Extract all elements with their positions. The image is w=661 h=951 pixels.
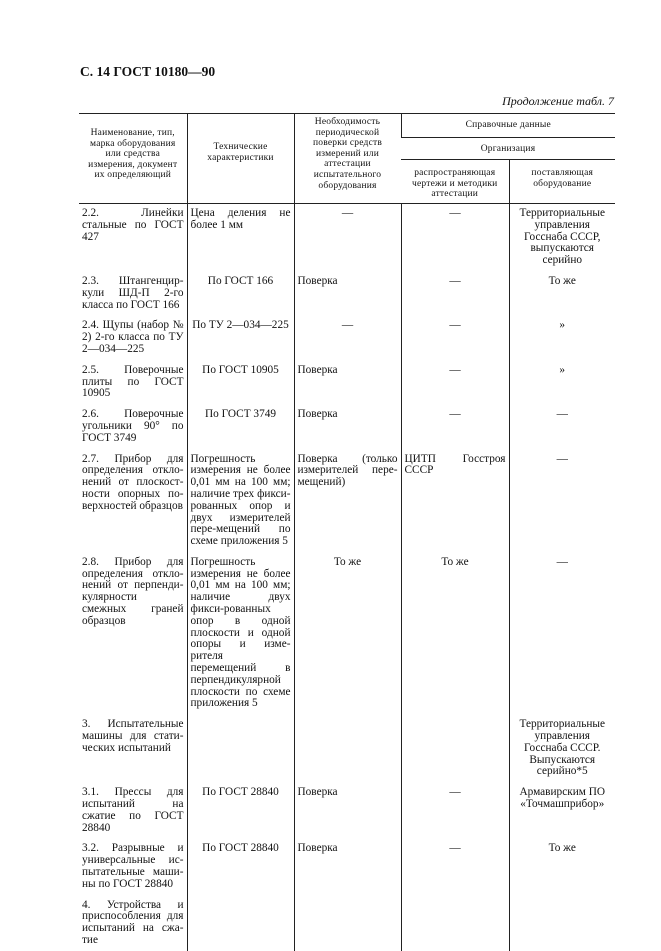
cell-supplier: » — [509, 320, 615, 364]
cell-verify — [294, 900, 401, 951]
cell-supplier — [509, 900, 615, 951]
cell-verify: Поверка — [294, 365, 401, 409]
header-technical-characteristics: Технические характеристики — [187, 114, 294, 204]
cell-tech: По ТУ 2—034—225 — [187, 320, 294, 364]
cell-verify: Поверка — [294, 409, 401, 453]
page-title: С. 14 ГОСТ 10180—90 — [80, 64, 216, 79]
cell-supplier: Армавирским ПО «Точмашприбор» — [509, 787, 615, 843]
cell-verify: — — [294, 320, 401, 364]
header-organization: Организация — [401, 137, 615, 160]
cell-verify: Поверка — [294, 787, 401, 843]
cell-name: 2.4. Щупы (набор № 2) 2-го класса по ТУ 2—034—225 — [82, 319, 184, 355]
cell-verify — [294, 719, 401, 787]
cell-verify: — — [294, 203, 401, 275]
table-row — [79, 320, 615, 364]
table-row — [79, 454, 615, 557]
table-continuation-label: Продолжение табл. 7 — [502, 94, 614, 108]
cell-distributor: То же — [401, 557, 509, 719]
cell-distributor — [401, 719, 509, 787]
table-row — [79, 843, 615, 899]
cell-name: 4. Устройства и приспособления для испытаний на сжа-тие — [82, 898, 184, 946]
equipment-table — [79, 113, 615, 951]
cell-name: 2.6. Поверочные угольники 90° по ГОСТ 3749 — [82, 408, 184, 444]
cell-name: 3. Испытательные машины для стати-ческих испытаний — [82, 718, 184, 754]
cell-name: 3.2. Разрывные и универсальные ис-пытательные маши-ны по ГОСТ 28840 — [82, 842, 184, 890]
cell-tech: По ГОСТ 166 — [187, 276, 294, 320]
cell-supplier: Территориальные управления Госснаба СССР, выпускаются серийно — [509, 203, 615, 275]
table-row — [79, 276, 615, 320]
table-row — [79, 900, 615, 951]
cell-supplier: — — [509, 557, 615, 719]
table-row — [79, 787, 615, 843]
header-distributor: распространяющая чертежи и методики аттестации — [401, 160, 509, 204]
cell-distributor: — — [401, 320, 509, 364]
cell-name: 2.3. Штангенцир-кули ШД-П 2-го класса по ГОСТ 166 — [82, 274, 184, 311]
cell-tech: Цена деления не более 1 мм — [187, 203, 294, 275]
cell-tech: Погрешность измерения не более 0,01 мм на 100 мм; наличие трех фикси-рованных опор и двух измерителей пере-мещений по схеме приложения 5 — [187, 454, 294, 557]
cell-tech: Погрешность измерения не более 0,01 мм на 100 мм; наличие двух фикси-рованных опор в одной плоскости и одной опоры и изме-рителя перемещений в перпендикулярной плоскости по схеме приложения 5 — [187, 557, 294, 719]
cell-supplier: Территориальные управления Госснаба СССР. Выпускаются серийно*5 — [509, 719, 615, 787]
table-body — [79, 203, 615, 950]
cell-name: 2.7. Прибор для определения откло-нений от плоскост-ности опорных по-верхностей образцов — [82, 452, 184, 512]
cell-supplier: » — [509, 365, 615, 409]
cell-distributor: — — [401, 203, 509, 275]
cell-tech: По ГОСТ 10905 — [187, 365, 294, 409]
table-header — [79, 114, 615, 204]
table-row — [79, 365, 615, 409]
cell-supplier: — — [509, 409, 615, 453]
header-reference-data: Справочные данные — [401, 114, 615, 138]
table-row — [79, 409, 615, 453]
header-supplier: поставляющая оборудование — [509, 160, 615, 204]
cell-verify: То же — [294, 557, 401, 719]
cell-verify: Поверка (только измерителей пере-мещений) — [294, 454, 401, 557]
table-row — [79, 719, 615, 787]
cell-distributor — [401, 900, 509, 951]
cell-distributor: — — [401, 365, 509, 409]
cell-tech — [187, 900, 294, 951]
cell-tech: По ГОСТ 28840 — [187, 787, 294, 843]
cell-name: 3.1. Прессы для испытаний на сжатие по ГОСТ 28840 — [82, 786, 184, 834]
cell-tech: По ГОСТ 3749 — [187, 409, 294, 453]
header-verification-need: Необходимость периодической поверки средств измерений или аттестации испытательного оборудования — [294, 114, 401, 204]
header-name-type: Наименование, тип, марка оборудования или средства измерения, документ их определяющий — [79, 114, 187, 204]
table-row — [79, 557, 615, 719]
cell-verify: Поверка — [294, 843, 401, 899]
table-row — [79, 203, 615, 275]
cell-distributor: — — [401, 409, 509, 453]
cell-name: 2.2. Линейки стальные по ГОСТ 427 — [79, 203, 187, 275]
cell-supplier: — — [509, 454, 615, 557]
cell-distributor: — — [401, 276, 509, 320]
cell-supplier: То же — [509, 843, 615, 899]
cell-name: 2.5. Поверочные плиты по ГОСТ 10905 — [82, 363, 184, 400]
cell-distributor: — — [401, 787, 509, 843]
cell-distributor: — — [401, 843, 509, 899]
cell-tech: По ГОСТ 28840 — [187, 843, 294, 899]
cell-tech — [187, 719, 294, 787]
cell-name: 2.8. Прибор для определения откло-нений от перпенди-кулярности смежных граней образцов — [82, 555, 184, 627]
cell-distributor: ЦИТП Госстроя СССР — [401, 454, 509, 557]
cell-supplier: То же — [509, 276, 615, 320]
cell-verify: Поверка — [294, 276, 401, 320]
